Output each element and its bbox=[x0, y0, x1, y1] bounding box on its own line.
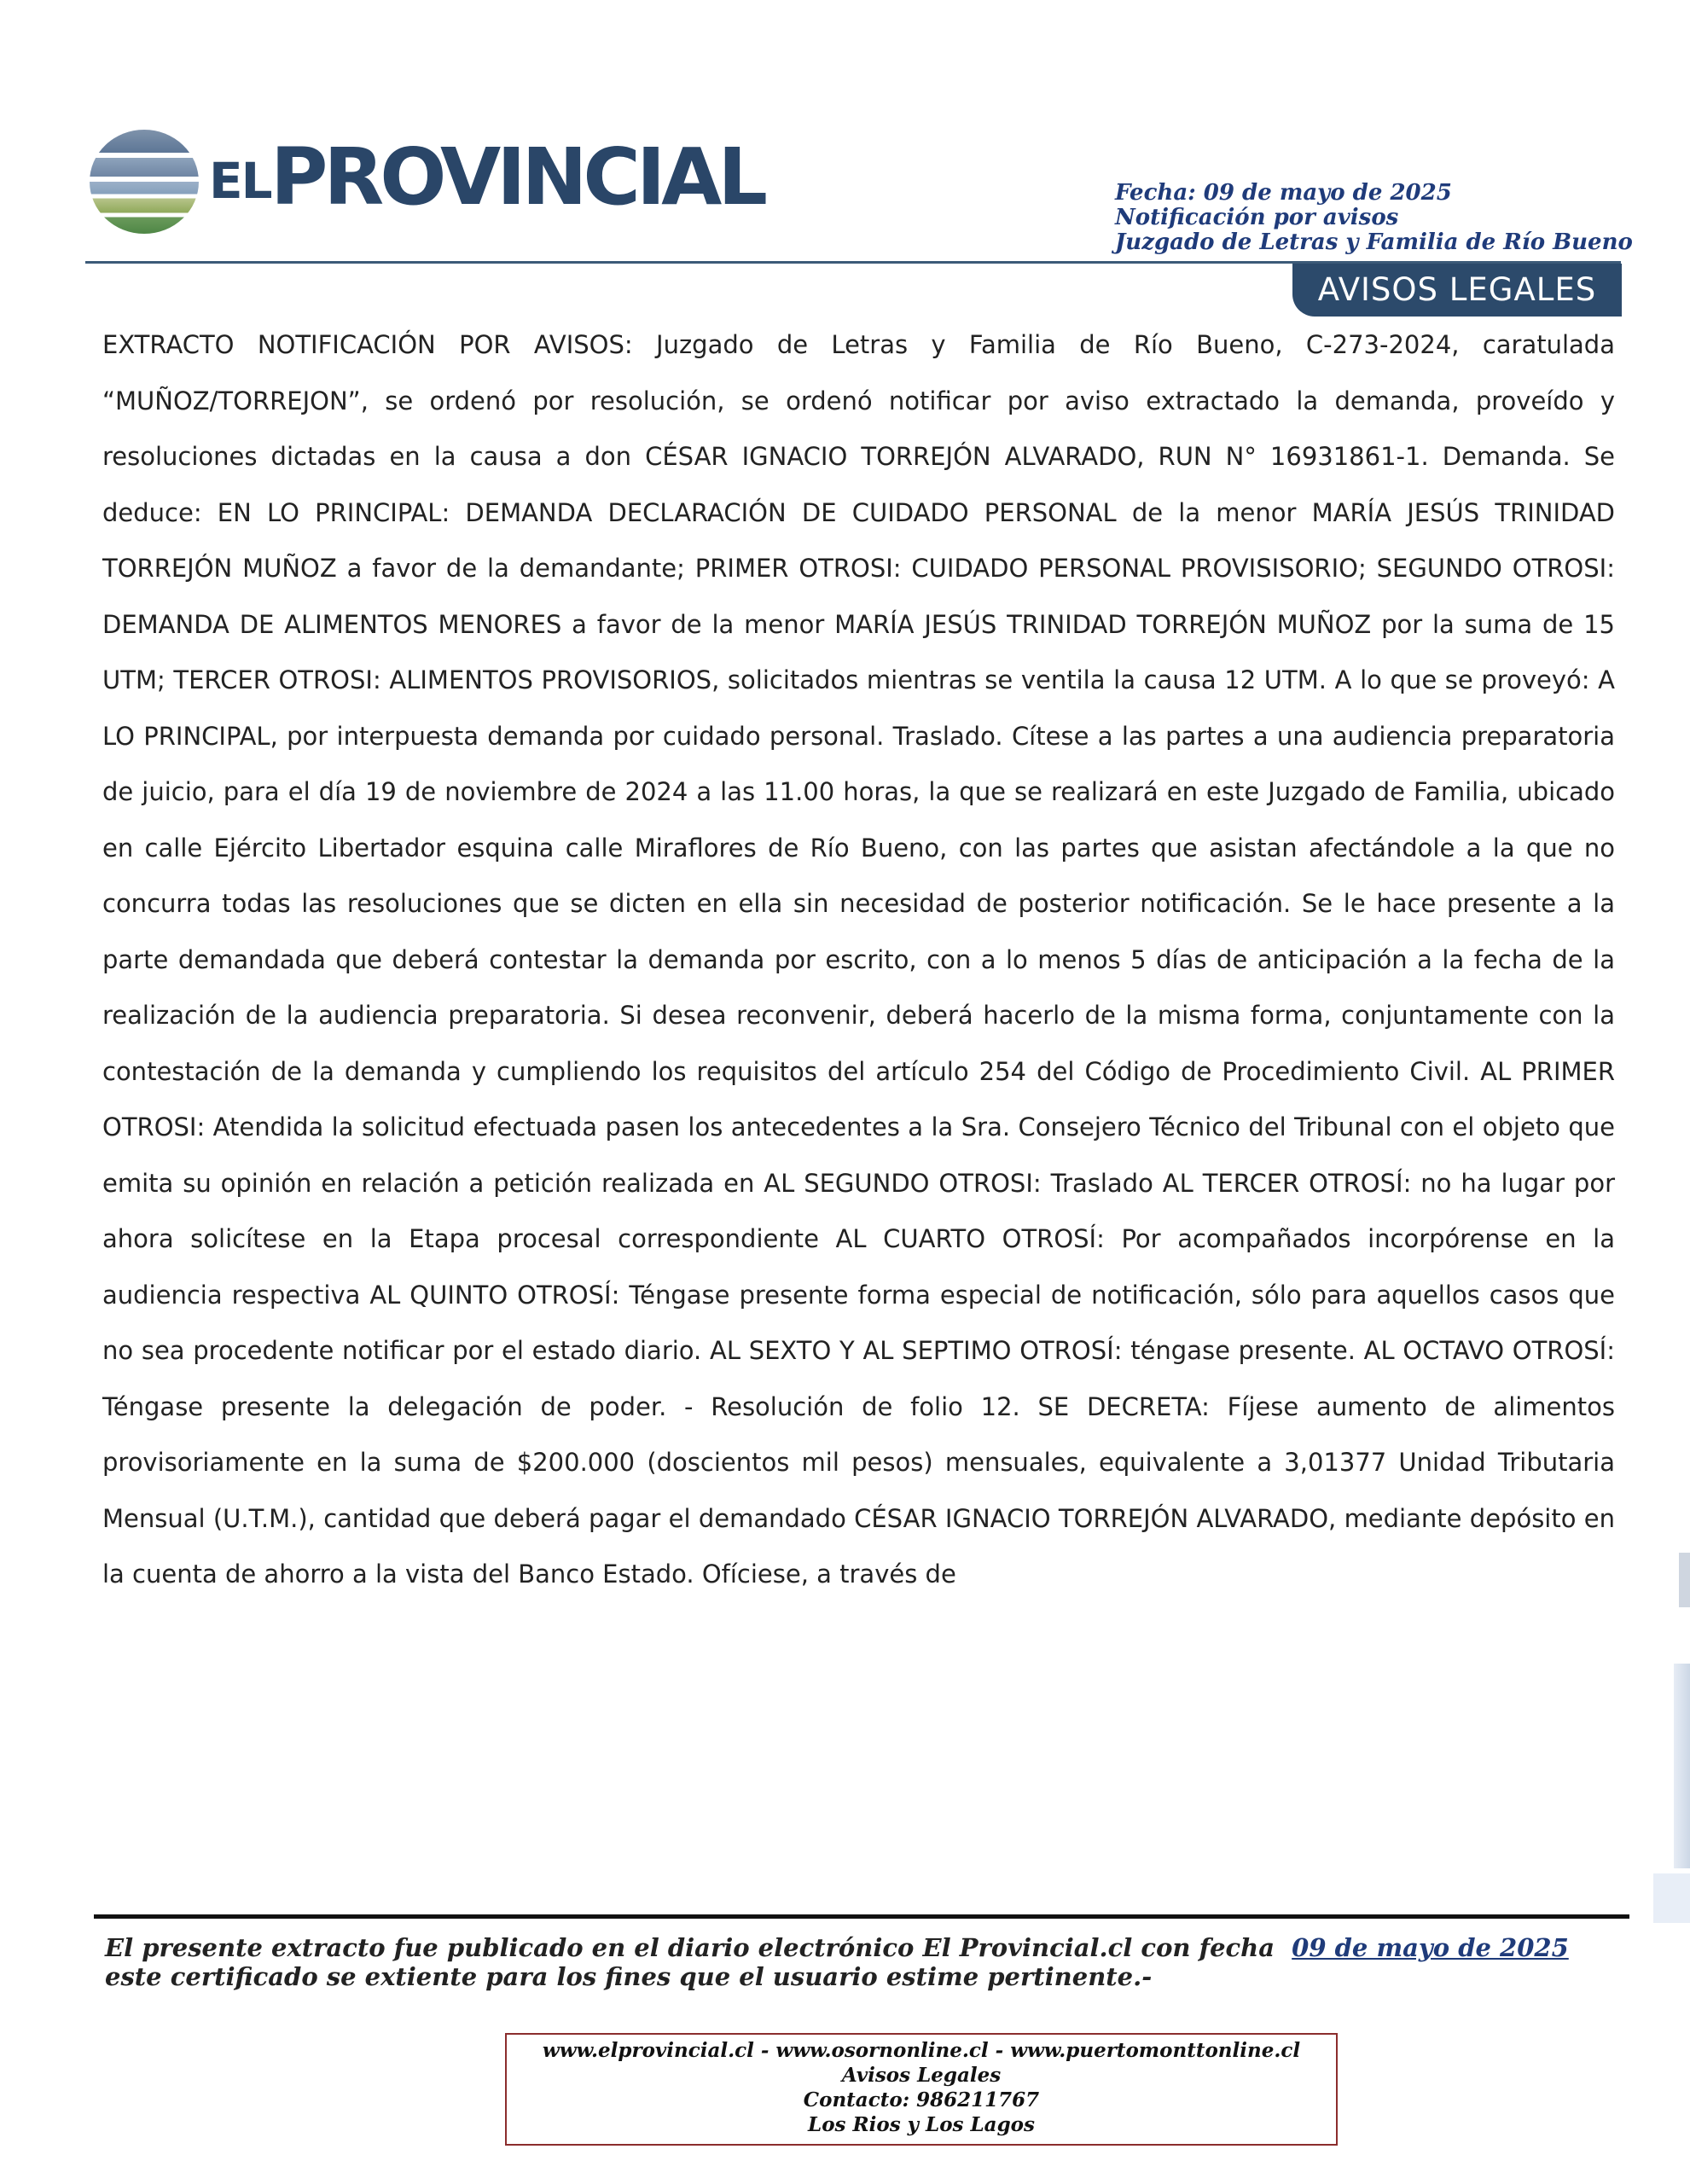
site-logo bbox=[90, 126, 764, 235]
body-divider bbox=[94, 1914, 1629, 1919]
certificate-text-after: este certificado se extiente para los fines que el usuario estime pertinente.- bbox=[105, 1962, 1153, 1991]
certificate-text-before: El presente extracto fue publicado en el diario electrónico El Provincial.cl con fecha bbox=[105, 1933, 1275, 1962]
footer-contact-box bbox=[505, 2033, 1338, 2146]
notice-court: Juzgado de Letras y Familia de Río Bueno bbox=[1115, 229, 1633, 255]
certificate-date: 09 de mayo de 2025 bbox=[1292, 1933, 1569, 1962]
scan-edge-mark bbox=[1653, 1873, 1690, 1923]
globe-logo-icon bbox=[90, 130, 199, 234]
notice-date: Fecha: 09 de mayo de 2025 bbox=[1115, 180, 1452, 206]
publication-certificate bbox=[105, 1933, 1623, 1991]
section-banner: AVISOS LEGALES bbox=[1292, 264, 1622, 317]
footer-contact: Contacto: 986211767 bbox=[803, 2088, 1040, 2111]
footer-sites: www.elprovincial.cl - www.osornonline.cl - www.puertomonttonline.cl bbox=[542, 2039, 1301, 2062]
logo-name-text: PROVINCIAL bbox=[270, 131, 764, 223]
notice-body-text: EXTRACTO NOTIFICACIÓN POR AVISOS: Juzgado de Letras y Familia de Río Bueno, C-273-2024, caratulada “MUÑOZ/TORREJON”, se ordenó por resolución, se ordenó notificar por aviso extractado la demanda, proveído y resoluciones dictadas en la causa a don CÉSAR IGNACIO TORREJÓN ALVARADO, RUN N° 16931861-1. Demanda. Se deduce: EN LO PRINCIPAL: DEMANDA DECLARACIÓN DE CUIDADO PERSONAL de la menor MARÍA JESÚS TRINIDAD TORREJÓN MUÑOZ a favor de la demandante; PRIMER OTROSI: CUIDADO PERSONAL PROVISISORIO; SEGUNDO OTROSI: DEMANDA DE ALIMENTOS MENORES a favor de la menor MARÍA JESÚS TRINIDAD TORREJÓN MUÑOZ por la suma de 15 UTM; TERCER OTROSI: ALIMENTOS PROVISORIOS, solicitados mientras se ventila la causa 12 UTM. A lo que se proveyó: A LO PRINCIPAL, por interpuesta demanda por cuidado personal. Traslado. Cítese a las partes a una audiencia preparatoria de juicio, para el día 19 de noviembre de 2024 a las 11.00 horas, la que se realizará en este Juzgado de Familia, ubicado en calle Ejército Libertador esquina calle Miraflores de Río Bueno, con las partes que asistan afectándole a la que no concurra todas las resoluciones que se dicten en ella sin necesidad de posterior notificación. Se le hace presente a la parte demandada que deberá contestar la demanda por escrito, con a lo menos 5 días de anticipación a la fecha de la realización de la audiencia preparatoria. Si desea reconvenir, deberá hacerlo de la misma forma, conjuntamente con la contestación de la demanda y cumpliendo los requisitos del artículo 254 del Código de Procedimiento Civil. AL PRIMER OTROSI: Atendida la solicitud efectuada pasen los antecedentes a la Sra. Consejero Técnico del Tribunal con el objeto que emita su opinión en relación a petición realizada en AL SEGUNDO OTROSI: Traslado AL TERCER OTROSÍ: no ha lugar por ahora solicítese en la Etapa procesal correspondiente AL CUARTO OTROSÍ: Por acompañados incorpórense en la audiencia respectiva AL QUINTO OTROSÍ: Téngase presente forma especial de notificación, sólo para aquellos casos que no sea procedente notificar por el estado diario. AL SEXTO Y AL SEPTIMO OTROSÍ: téngase presente. AL OCTAVO OTROSÍ: Téngase presente la delegación de poder. - Resolución de folio 12. SE DECRETA: Fíjese aumento de alimentos provisoriamente en la suma de $200.000 (doscientos mil pesos) mensuales, equivalente a 3,01377 Unidad Tributaria Mensual (U.T.M.), cantidad que deberá pagar el demandado CÉSAR IGNACIO TORREJÓN ALVARADO, mediante depósito en la cuenta de ahorro a la vista del Banco Estado. Ofíciese, a través de bbox=[102, 330, 1615, 1589]
notice-meta bbox=[1115, 181, 1633, 255]
scan-edge-mark bbox=[1679, 1553, 1690, 1607]
footer-region: Los Rios y Los Lagos bbox=[808, 2113, 1035, 2136]
scan-edge-mark bbox=[1674, 1664, 1690, 1868]
logo-el-text: EL bbox=[209, 152, 271, 210]
notice-type: Notificación por avisos bbox=[1115, 205, 1399, 230]
footer-section: Avisos Legales bbox=[841, 2064, 1002, 2087]
